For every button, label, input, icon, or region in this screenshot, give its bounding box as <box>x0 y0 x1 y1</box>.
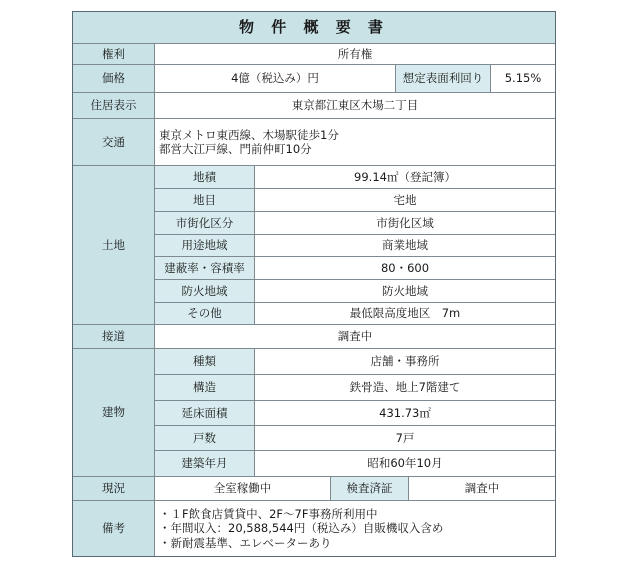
traffic-value <box>155 119 555 166</box>
road-label: 接道 <box>73 325 155 349</box>
land-item-label: その他 <box>155 303 255 325</box>
traffic-line: 東京メトロ東西線、木場駅徒歩1分 <box>159 127 339 142</box>
building-item-label: 建築年月 <box>155 451 255 477</box>
inspection-value: 調査中 <box>409 477 555 501</box>
land-item-value: 最低限高度地区 7m <box>255 303 555 325</box>
land-item-value: 80・600 <box>255 257 555 280</box>
price-value: 4億（税込み）円 <box>155 65 396 93</box>
road-value: 調査中 <box>155 325 555 349</box>
land-item-value: 99.14㎡（登記簿） <box>255 166 555 189</box>
land-item-label: 市街化区分 <box>155 212 255 235</box>
status-label: 現況 <box>73 477 155 501</box>
land-item-label: 建蔽率・容積率 <box>155 257 255 280</box>
land-label: 土地 <box>73 166 155 325</box>
address-label: 住居表示 <box>73 93 155 119</box>
status-value: 全室稼働中 <box>155 477 331 501</box>
building-item-value: 昭和60年10月 <box>255 451 555 477</box>
land-item-label: 地積 <box>155 166 255 189</box>
yield-label: 想定表面利回り <box>396 65 491 93</box>
rights-value: 所有権 <box>155 44 555 65</box>
traffic-label: 交通 <box>73 119 155 166</box>
rights-label: 権利 <box>73 44 155 65</box>
inspection-label: 検査済証 <box>331 477 409 501</box>
building-item-value: 7戸 <box>255 426 555 451</box>
yield-value: 5.15% <box>491 65 555 93</box>
remarks-line: ・新耐震基準、エレベーターあり <box>159 535 332 550</box>
land-item-value: 商業地域 <box>255 235 555 257</box>
property-summary-sheet <box>72 11 556 557</box>
sheet-title: 物 件 概 要 書 <box>73 12 555 44</box>
remarks-value <box>155 501 555 556</box>
price-label: 価格 <box>73 65 155 93</box>
building-item-value: 鉄骨造、地上7階建て <box>255 375 555 401</box>
building-item-value: 店舗・事務所 <box>255 349 555 375</box>
building-item-label: 種類 <box>155 349 255 375</box>
building-label: 建物 <box>73 349 155 477</box>
remarks-line: ・年間収入：20,588,544円（税込み）自販機収入含め <box>159 521 444 536</box>
traffic-line: 都営大江戸線、門前仲町10分 <box>159 142 312 156</box>
address-value: 東京都江東区木場二丁目 <box>155 93 555 119</box>
land-item-value: 宅地 <box>255 189 555 212</box>
building-item-label: 構造 <box>155 375 255 401</box>
building-item-value: 431.73㎡ <box>255 401 555 426</box>
land-item-value: 市街化区域 <box>255 212 555 235</box>
land-item-label: 防火地域 <box>155 280 255 303</box>
building-item-label: 戸数 <box>155 426 255 451</box>
land-item-label: 地目 <box>155 189 255 212</box>
land-item-label: 用途地域 <box>155 235 255 257</box>
land-item-value: 防火地域 <box>255 280 555 303</box>
building-item-label: 延床面積 <box>155 401 255 426</box>
remarks-line: ・１F飲食店賃貸中、2F～7F事務所利用中 <box>159 506 378 521</box>
remarks-label: 備考 <box>73 501 155 556</box>
